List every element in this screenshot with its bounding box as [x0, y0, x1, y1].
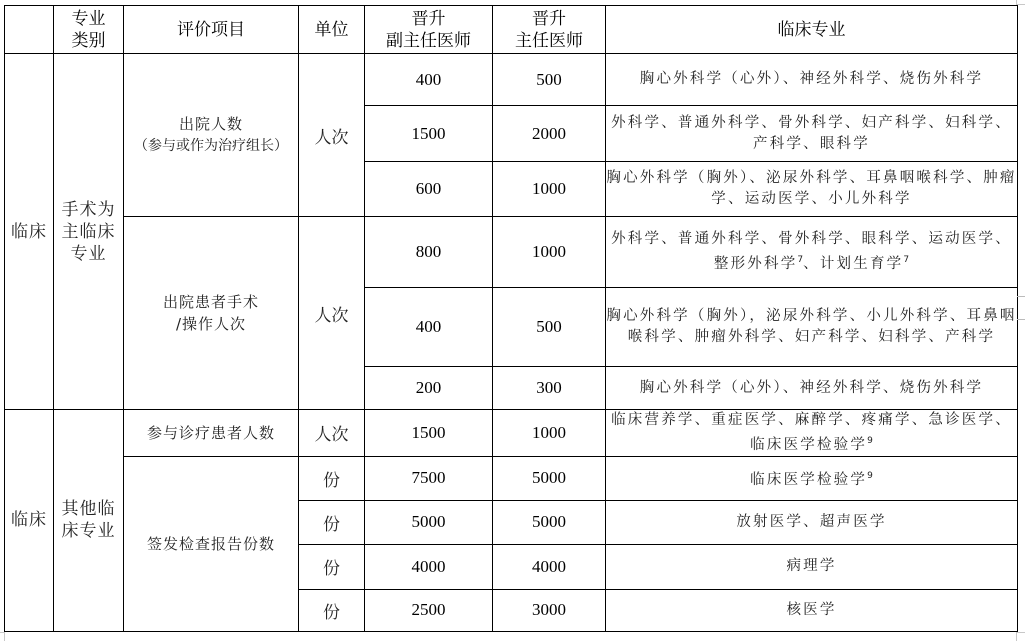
item-cell: 签发检查报告份数 [124, 456, 299, 631]
header-blank [5, 6, 54, 54]
chief-value: 2000 [493, 106, 606, 162]
chief-value: 5000 [493, 456, 606, 500]
unit-cell: 份 [299, 456, 365, 500]
header-chief-line2: 主任医师 [515, 30, 583, 51]
page-edge-marker [1017, 296, 1025, 320]
field-cell: 临床 [5, 54, 54, 410]
specialties-cell: 核医学 [606, 589, 1018, 631]
specialties-text: 临床医学检验学 [750, 471, 868, 488]
header-item: 评价项目 [124, 6, 299, 54]
category-line: 专业 [70, 243, 107, 264]
unit-cell: 份 [299, 544, 365, 589]
table-row [5, 54, 1018, 106]
item-cell [124, 217, 299, 410]
deputy-value: 200 [365, 367, 493, 410]
deputy-value: 600 [365, 162, 493, 217]
table-row [5, 456, 1018, 500]
unit-cell: 份 [299, 589, 365, 631]
header-row [5, 6, 1018, 54]
chief-value: 1000 [493, 217, 606, 288]
specialties-cell: 胸心外科学（胸外）、泌尿外科学、耳鼻咽喉科学、肿瘤学、运动医学、小儿外科学 [606, 162, 1018, 217]
deputy-value: 400 [365, 288, 493, 367]
item-line: /操作人次 [175, 315, 247, 333]
unit-cell: 人次 [299, 410, 365, 457]
deputy-value: 800 [365, 217, 493, 288]
specialties-cell: 病理学 [606, 544, 1018, 589]
header-category [54, 6, 124, 54]
category-line: 手术为 [61, 199, 116, 220]
chief-value: 1000 [493, 162, 606, 217]
item-line: 出院人数 [178, 115, 243, 133]
page-corner-mark [1016, 0, 1025, 5]
deputy-value: 7500 [365, 456, 493, 500]
chief-value: 500 [493, 54, 606, 106]
specialties-text: 、计划生育学 [803, 255, 904, 272]
footnote-ref: 9 [867, 436, 873, 446]
deputy-value: 5000 [365, 500, 493, 544]
category-cell [54, 410, 124, 632]
header-deputy-chief [365, 6, 493, 54]
page-corner-mark [0, 632, 5, 641]
chief-value: 4000 [493, 544, 606, 589]
unit-cell: 份 [299, 500, 365, 544]
unit-cell: 人次 [299, 54, 365, 217]
category-line: 床专业 [61, 521, 116, 542]
category-line: 主临床 [61, 221, 116, 242]
deputy-value: 1500 [365, 410, 493, 457]
header-specialties: 临床专业 [606, 6, 1018, 54]
specialties-cell: 放射医学、超声医学 [606, 500, 1018, 544]
chief-value: 5000 [493, 500, 606, 544]
chief-value: 500 [493, 288, 606, 367]
table-row [5, 410, 1018, 457]
chief-value: 3000 [493, 589, 606, 631]
specialties-cell: 胸心外科学（胸外），泌尿外科学、小儿外科学、耳鼻咽喉科学、肿瘤外科学、妇产科学、妇科学、产科学 [606, 288, 1018, 367]
header-category-line1: 专业 [71, 8, 106, 29]
specialties-cell [606, 410, 1018, 457]
specialties-cell [606, 217, 1018, 288]
table-row [5, 217, 1018, 288]
specialties-cell: 外科学、普通外科学、骨外科学、妇产科学、妇科学、产科学、眼科学 [606, 106, 1018, 162]
specialties-cell: 胸心外科学（心外）、神经外科学、烧伤外科学 [606, 54, 1018, 106]
deputy-value: 1500 [365, 106, 493, 162]
deputy-value: 4000 [365, 544, 493, 589]
specialties-cell: 胸心外科学（心外）、神经外科学、烧伤外科学 [606, 367, 1018, 410]
header-category-line2: 类别 [71, 30, 106, 51]
footnote-ref: 7 [903, 255, 910, 266]
unit-cell: 人次 [299, 217, 365, 410]
evaluation-table [4, 5, 1018, 632]
deputy-value: 2500 [365, 589, 493, 631]
header-deputy-line2: 副主任医师 [386, 30, 471, 51]
specialties-text: 外科学、普通外科学、骨外科学、眼科学、运动医学、整形外科学 [611, 231, 1012, 272]
category-cell [54, 54, 124, 410]
header-unit: 单位 [299, 6, 365, 54]
item-line: （参与或作为治疗组长） [134, 138, 288, 154]
chief-value: 1000 [493, 410, 606, 457]
field-cell: 临床 [5, 410, 54, 632]
chief-value: 300 [493, 367, 606, 410]
specialties-text: 临床营养学、重症医学、麻醉学、疼痛学、急诊医学、临床医学检验学 [611, 412, 1012, 453]
deputy-value: 400 [365, 54, 493, 106]
specialties-cell [606, 456, 1018, 500]
item-cell: 参与诊疗患者人数 [124, 410, 299, 457]
header-deputy-line1: 晋升 [411, 8, 446, 29]
item-cell [124, 54, 299, 217]
item-line: 出院患者手术 [162, 293, 259, 311]
footnote-ref: 7 [797, 255, 804, 266]
header-chief-line1: 晋升 [532, 8, 566, 29]
category-line: 其他临 [61, 499, 116, 520]
footnote-ref: 9 [867, 470, 873, 481]
header-chief [493, 6, 606, 54]
page-corner-mark [1016, 632, 1025, 641]
